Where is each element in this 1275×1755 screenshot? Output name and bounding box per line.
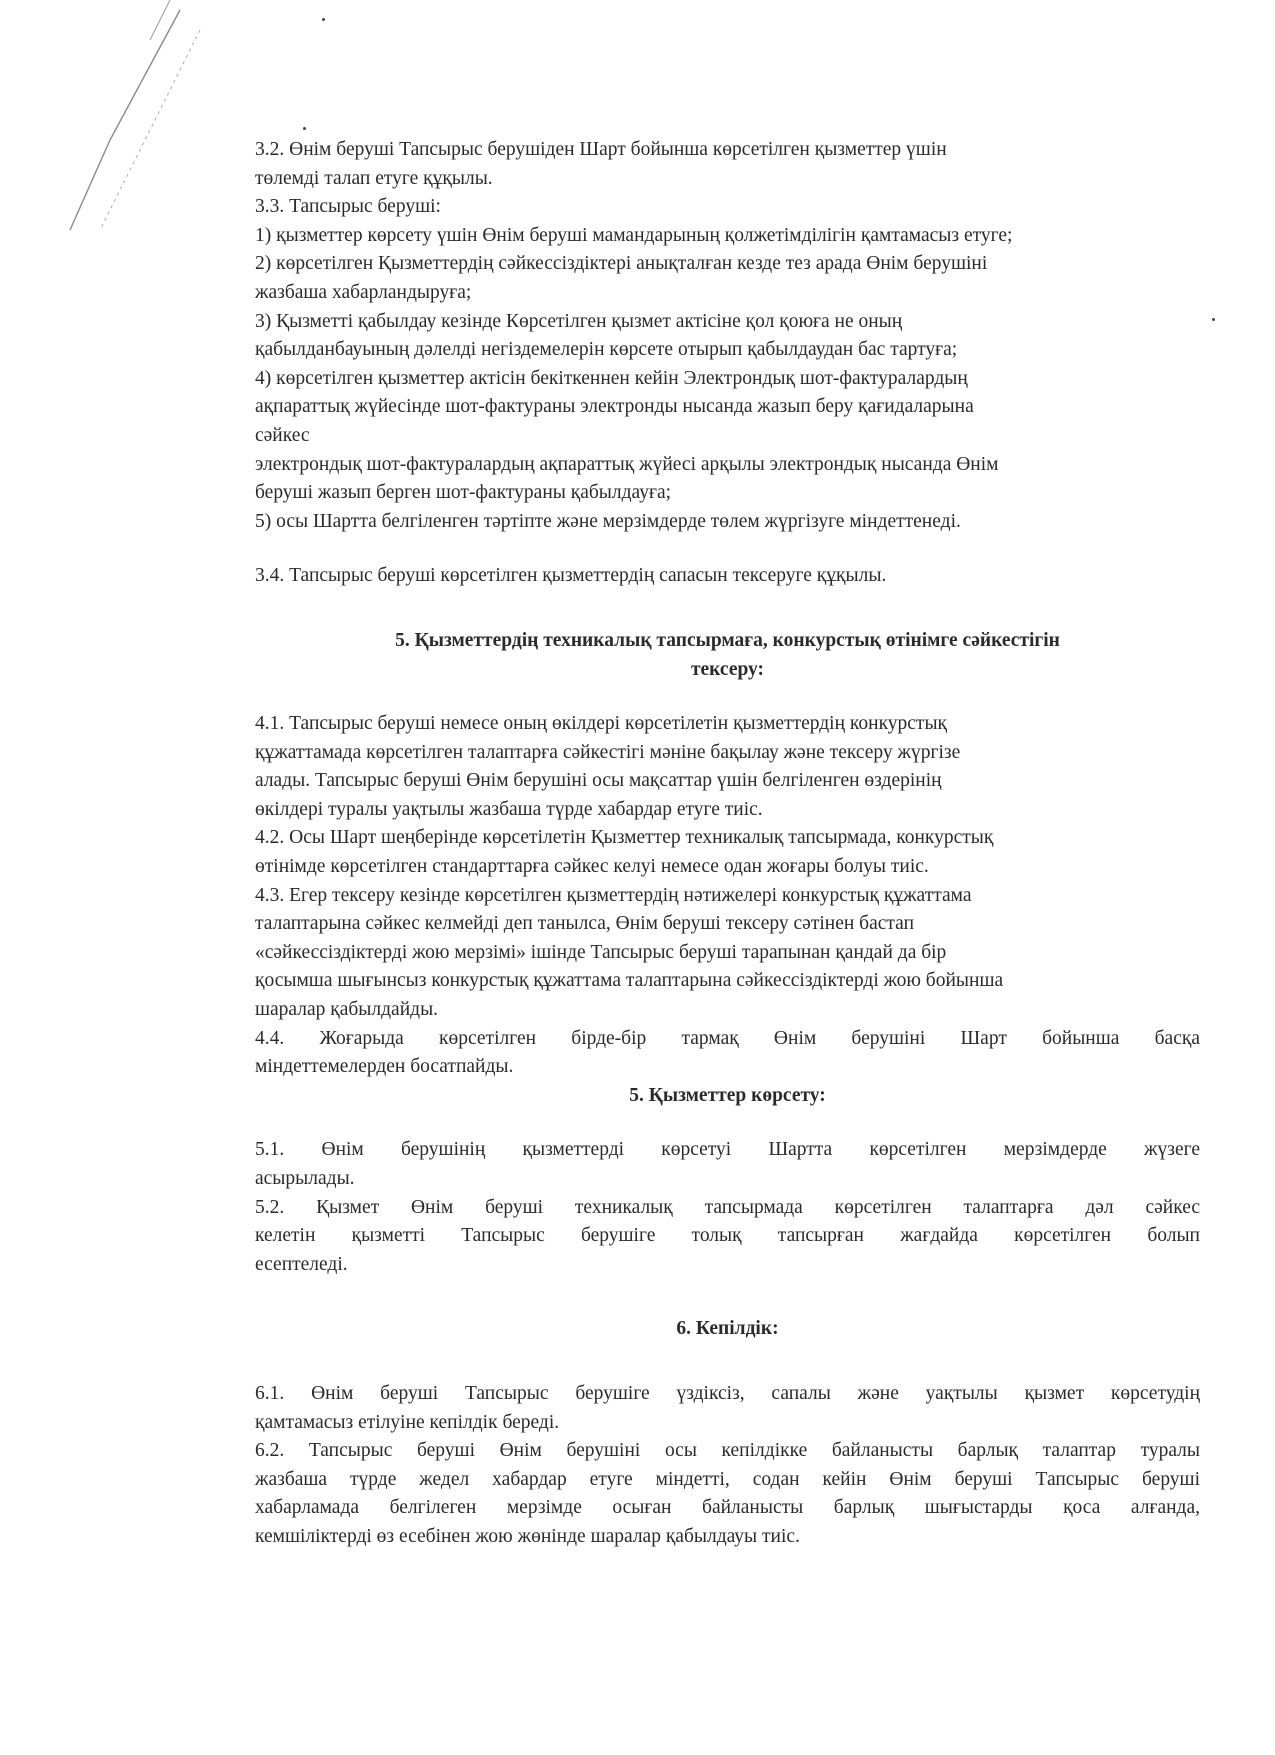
- section-heading-4-cont: тексеру:: [690, 658, 765, 680]
- section-4-clauses: [255, 710, 1200, 1025]
- text-line: қосымша шығынсыз конкурстық құжаттама талаптарына сәйкессіздіктерді жою бойынша: [255, 970, 1004, 992]
- document-body: [255, 136, 1200, 1552]
- scan-edge-marks: [30, 0, 210, 260]
- clause-5-1-cont: асырылады.: [255, 1168, 355, 1189]
- text-line: төлемді талап етуге құқылы.: [255, 167, 493, 189]
- text-line: жазбаша хабарландыруға;: [255, 281, 472, 303]
- scan-speck: [303, 127, 306, 130]
- text-line: құжаттамада көрсетілген талаптарға сәйкестігі мәніне бақылау және тексеру жүргізе: [255, 741, 961, 763]
- text-line: 4.3. Егер тексеру кезінде көрсетілген қызметтердің нәтижелері конкурстық құжаттама: [255, 884, 972, 906]
- clause-5-1: 5.1. Өнім берушінің қызметтерді көрсетуі Шартта көрсетілген мерзімдерде жүзеге: [255, 1139, 1200, 1161]
- section-heading-6: 6. Кепілдік:: [676, 1318, 779, 1340]
- text-line: 3.3. Тапсырыс беруші:: [255, 196, 441, 218]
- clause-6-2-cont: хабарламада белгілеген мерзімде осыған байланысты барлық шығыстарды қоса алғанда,: [255, 1497, 1200, 1519]
- text-line: талаптарына сәйкес келмейді деп танылса, Өнім беруші тексеру сәтінен бастап: [255, 913, 915, 935]
- clause-6-2-cont: жазбаша түрде жедел хабардар етуге міндетті, содан кейін Өнім беруші Тапсырыс беруші: [255, 1468, 1200, 1490]
- section-3-clauses: [255, 136, 1200, 536]
- text-line: өкілдері туралы уақтылы жазбаша түрде хабардар етуге тиіс.: [255, 798, 763, 820]
- clause-6-2-end: кемшіліктерді өз есебінен жою жөнінде шаралар қабылдауы тиіс.: [255, 1525, 800, 1547]
- text-line: 4.1. Тапсырыс беруші немесе оның өкілдері көрсетілетін қызметтердің конкурстық: [255, 713, 948, 735]
- clause-4-4-cont: міндеттемелерден босатпайды.: [255, 1056, 514, 1078]
- text-line: алады. Тапсырыс беруші Өнім берушіні осы мақсаттар үшін белгіленген өздерінің: [255, 770, 942, 792]
- clause-5-2: 5.2. Қызмет Өнім беруші техникалық тапсырмада көрсетілген талаптарға дәл сәйкес: [255, 1196, 1200, 1218]
- clause-4-4: 4.4. Жоғарыда көрсетілген бірде-бір тармақ Өнім берушіні Шарт бойынша басқа: [255, 1027, 1200, 1049]
- clause-5-2-cont: келетін қызметті Тапсырыс берушіге толық тапсырған жағдайда көрсетілген болып: [255, 1225, 1200, 1247]
- clause-6-1-cont: қамтамасыз етілуіне кепілдік береді.: [255, 1411, 560, 1433]
- text-line: 5) осы Шартта белгіленген тәртіпте және мерзімдерде төлем жүргізуге міндеттенеді.: [255, 510, 961, 532]
- text-line: ақпараттық жүйесінде шот-фактураны электронды нысанда жазып беру қағидаларына: [255, 396, 974, 418]
- text-line: 2) көрсетілген Қызметтердің сәйкессіздіктері анықталған кезде тез арада Өнім берушіні: [255, 253, 988, 275]
- text-line: шаралар қабылдайды.: [255, 999, 439, 1021]
- text-line: 3.2. Өнім беруші Тапсырыс берушіден Шарт бойынша көрсетілген қызметтер үшін: [255, 139, 947, 160]
- scan-speck: [322, 18, 325, 21]
- text-line: беруші жазып берген шот-фактураны қабылдауға;: [255, 482, 672, 504]
- text-line: «сәйкессіздіктерді жою мерзімі» ішінде Тапсырыс беруші тарапынан қандай да бір: [255, 941, 947, 963]
- text-line: электрондық шот-фактуралардың ақпараттық жүйесі арқылы электрондық нысанда Өнім: [255, 453, 999, 475]
- scan-speck: [1212, 318, 1215, 321]
- text-line: 4) көрсетілген қызметтер актісін бекіткеннен кейін Электрондық шот-фактуралардың: [255, 367, 968, 389]
- clause-6-1: 6.1. Өнім беруші Тапсырыс берушіге үздіксіз, сапалы және уақтылы қызмет көрсетудің: [255, 1382, 1200, 1404]
- text-line: сәйкес: [255, 424, 310, 446]
- text-line: өтінімде көрсетілген стандарттарға сәйкес келуі немесе одан жоғары болуы тиіс.: [255, 856, 929, 878]
- section-heading-5: 5. Қызметтер көрсету:: [629, 1084, 826, 1106]
- text-line: қабылданбауының дәлелді негіздемелерін көрсете отырып қабылдаудан бас тартуға;: [255, 339, 958, 361]
- clause-5-2-end: есептеледі.: [255, 1253, 348, 1275]
- text-line: 3) Қызметті қабылдау кезінде Көрсетілген қызмет актісіне қол қоюға не оның: [255, 310, 903, 332]
- text-line: 1) қызметтер көрсету үшін Өнім беруші мамандарының қолжетімділігін қамтамасыз етуге;: [255, 224, 1013, 246]
- clause-6-2: 6.2. Тапсырыс беруші Өнім берушіні осы кепілдікке байланысты барлық талаптар туралы: [255, 1440, 1200, 1462]
- clause-3-4: 3.4. Тапсырыс беруші көрсетілген қызметтердің сапасын тексеруге құқылы.: [255, 565, 887, 587]
- text-line: 4.2. Осы Шарт шеңберінде көрсетілетін Қызметтер техникалық тапсырмада, конкурстық: [255, 827, 994, 849]
- section-heading-4: 5. Қызметтердің техникалық тапсырмаға, конкурстық өтінімге сәйкестігін: [395, 629, 1060, 651]
